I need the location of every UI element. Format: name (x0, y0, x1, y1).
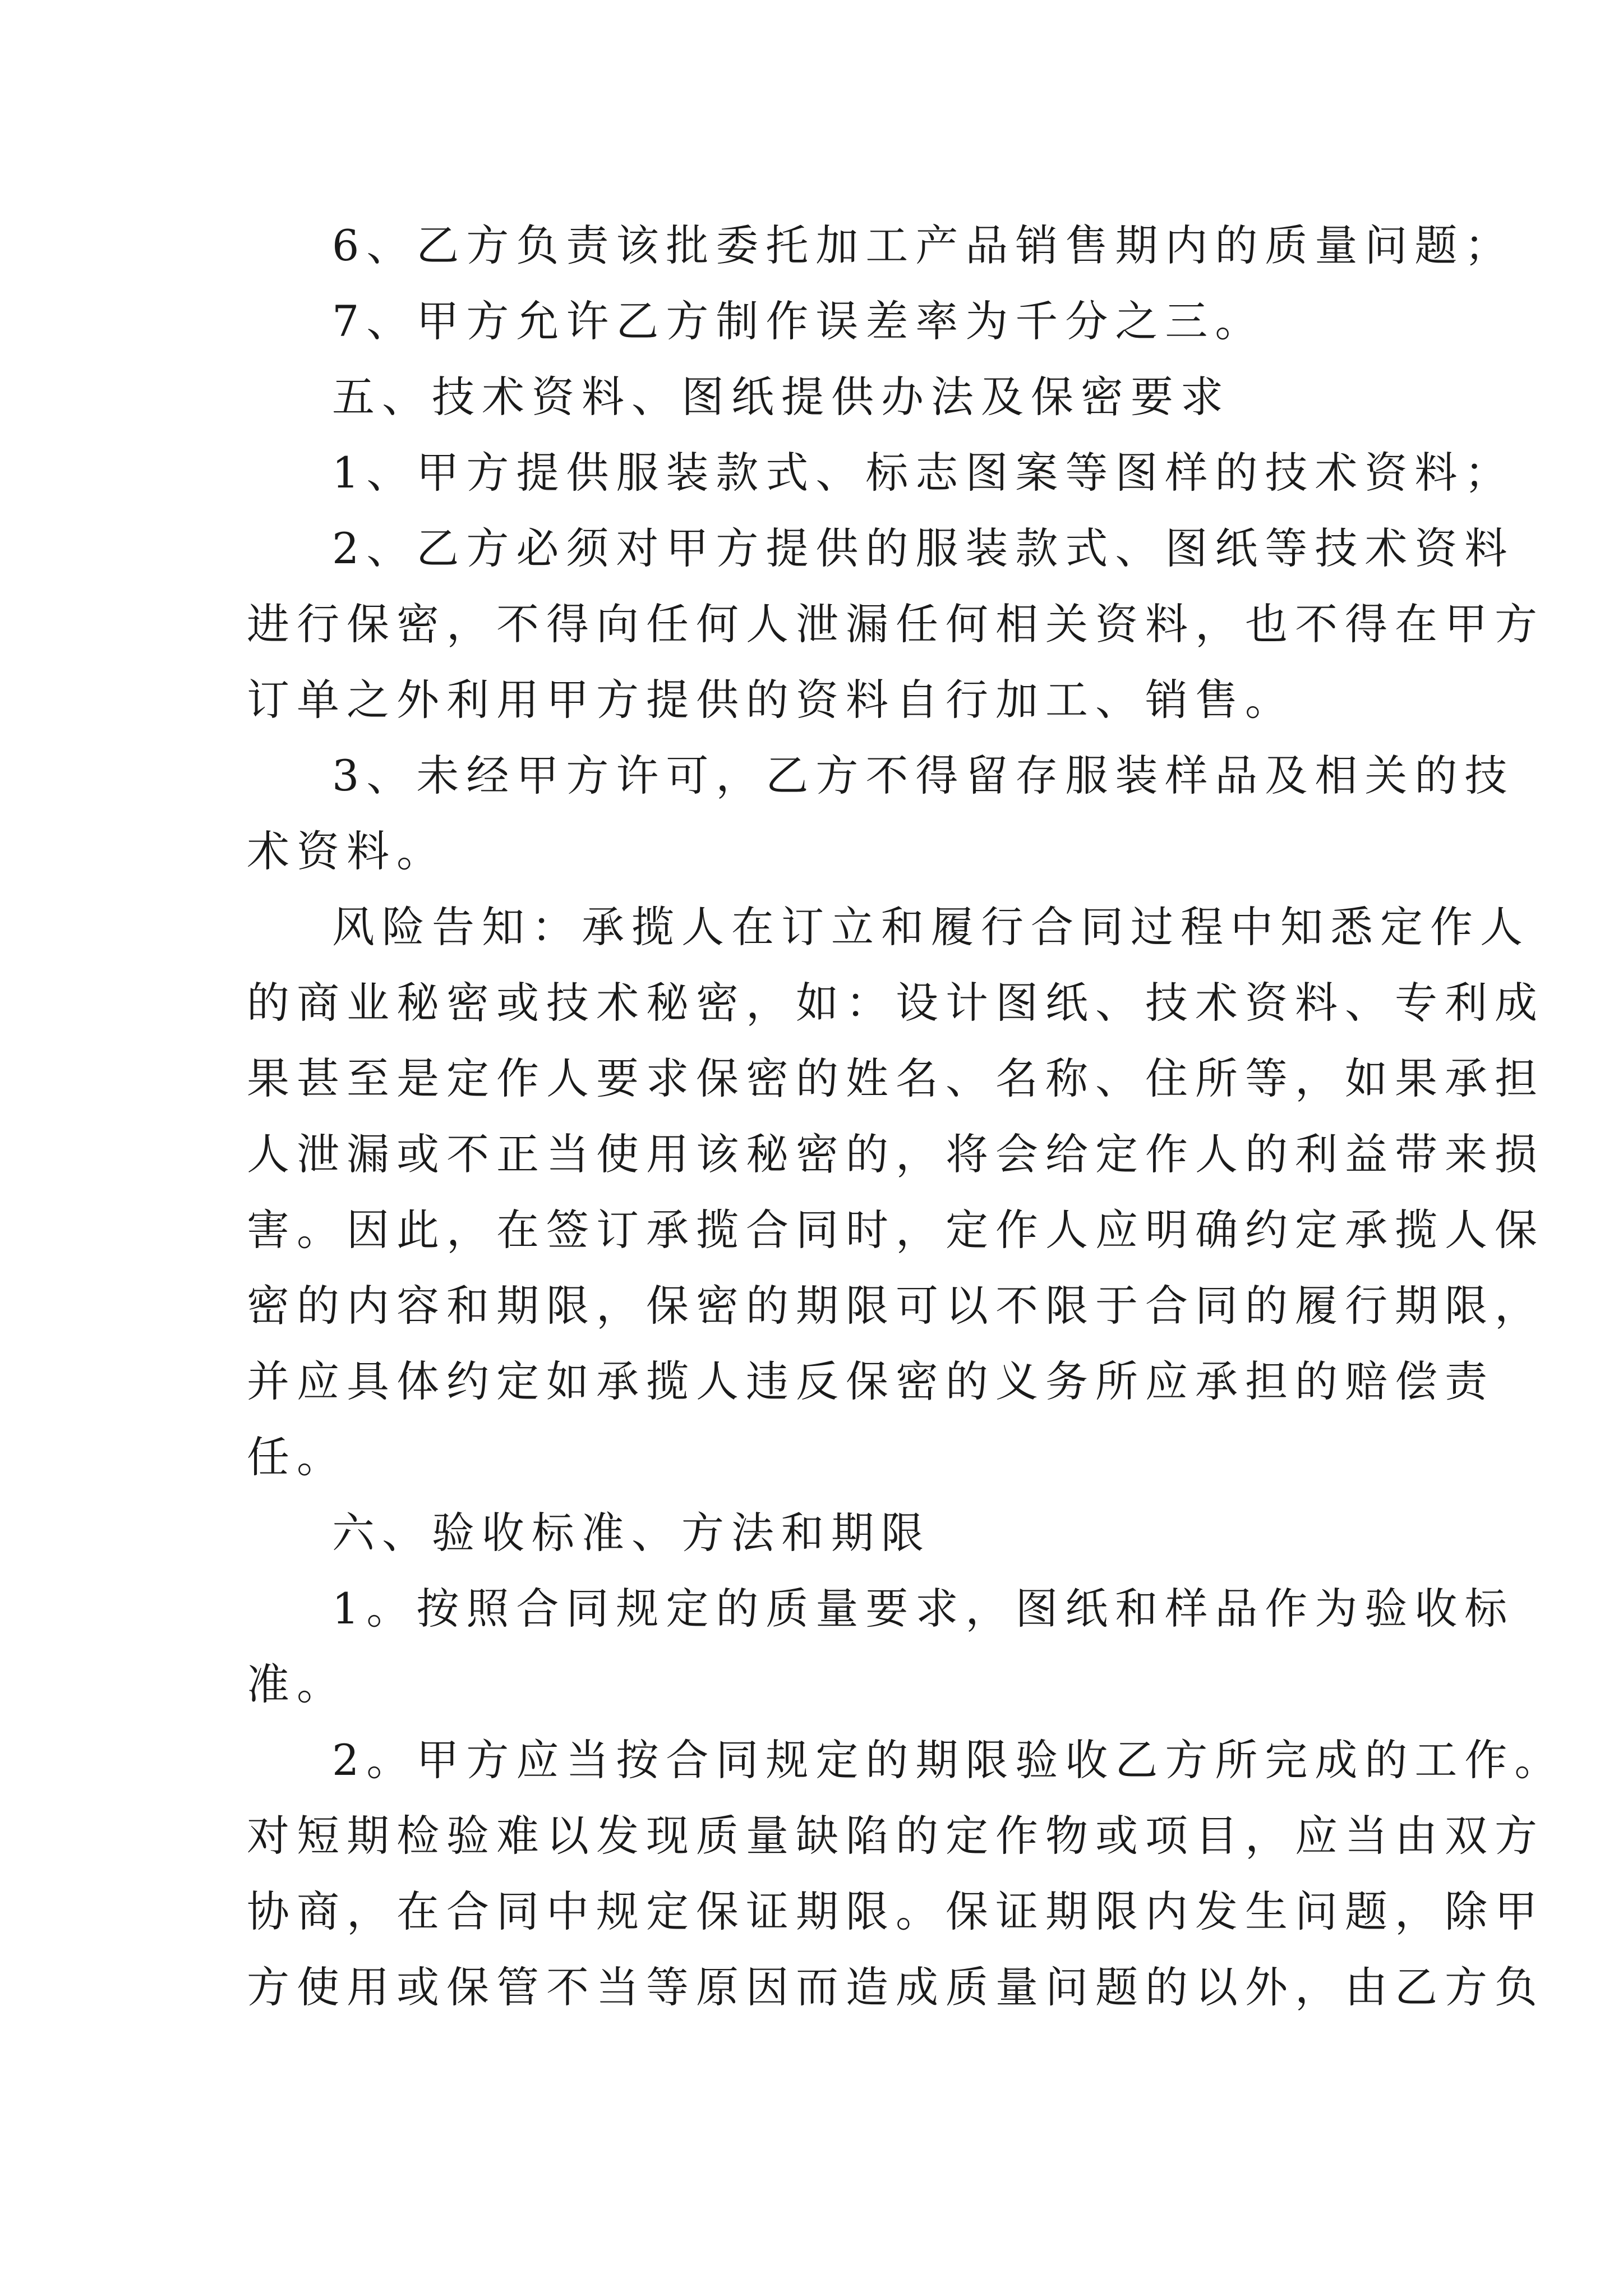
text-line: 五、技术资料、图纸提供办法及保密要求 (332, 372, 1230, 422)
text-line: 密的内容和期限，保密的期限可以不限于合同的履行期限， (247, 1281, 1544, 1331)
text-line: 人泄漏或不正当使用该秘密的，将会给定作人的利益带来损 (247, 1129, 1544, 1179)
text-line: 1。按照合同规定的质量要求，图纸和样品作为验收标 (332, 1584, 1515, 1634)
text-line: 害。因此，在签订承揽合同时，定作人应明确约定承揽人保 (247, 1205, 1544, 1255)
text-line: 进行保密，不得向任何人泄漏任何相关资料，也不得在甲方 (247, 599, 1544, 649)
text-line: 2。甲方应当按合同规定的期限验收乙方所完成的工作。 (332, 1735, 1565, 1785)
text-line: 2、乙方必须对甲方提供的服装款式、图纸等技术资料 (332, 523, 1515, 573)
text-line: 术资料。 (247, 826, 446, 876)
text-line: 对短期检验难以发现质量缺陷的定作物或项目，应当由双方 (247, 1811, 1544, 1861)
text-line: 6、乙方负责该批委托加工产品销售期内的质量问题； (332, 220, 1515, 270)
text-line: 订单之外利用甲方提供的资料自行加工、销售。 (247, 675, 1295, 725)
text-line: 协商，在合同中规定保证期限。保证期限内发生问题，除甲 (247, 1887, 1544, 1936)
text-line: 的商业秘密或技术秘密，如：设计图纸、技术资料、专利成 (247, 978, 1544, 1028)
document-body (247, 208, 1565, 2025)
text-line: 3、未经甲方许可，乙方不得留存服装样品及相关的技 (332, 751, 1515, 800)
text-line: 风险告知：承揽人在订立和履行合同过程中知悉定作人 (332, 902, 1530, 952)
text-line: 任。 (247, 1432, 347, 1482)
text-line: 并应具体约定如承揽人违反保密的义务所应承担的赔偿责 (247, 1356, 1495, 1406)
text-line: 六、验收标准、方法和期限 (332, 1508, 931, 1558)
text-line: 1、甲方提供服装款式、标志图案等图样的技术资料； (332, 448, 1515, 498)
text-line: 准。 (247, 1659, 347, 1709)
text-line: 7、甲方允许乙方制作误差率为千分之三。 (332, 296, 1265, 346)
text-line: 果甚至是定作人要求保密的姓名、名称、住所等，如果承担 (247, 1053, 1544, 1103)
text-line: 方使用或保管不当等原因而造成质量问题的以外，由乙方负 (247, 1962, 1544, 2012)
